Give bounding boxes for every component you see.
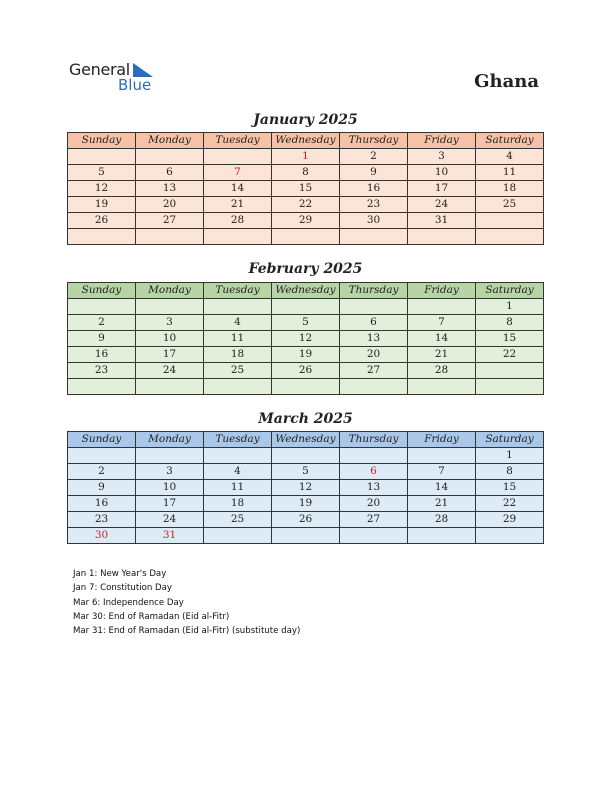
day-cell: 6	[340, 315, 408, 331]
day-cell: 8	[476, 315, 544, 331]
empty-day-cell	[272, 379, 340, 395]
weekday-header-tuesday: Tuesday	[204, 283, 272, 299]
day-cell: 15	[476, 480, 544, 496]
empty-day-cell	[136, 149, 204, 165]
day-cell: 12	[68, 181, 136, 197]
empty-day-cell	[340, 528, 408, 544]
day-cell: 19	[272, 496, 340, 512]
day-cell: 9	[340, 165, 408, 181]
day-cell: 3	[136, 464, 204, 480]
empty-day-cell	[408, 299, 476, 315]
brand-general: General	[69, 60, 130, 79]
day-cell: 11	[204, 480, 272, 496]
weekday-header-saturday: Saturday	[476, 432, 544, 448]
weekday-header-sunday: Sunday	[68, 133, 136, 149]
empty-day-cell	[136, 299, 204, 315]
weekday-header-wednesday: Wednesday	[272, 133, 340, 149]
empty-day-cell	[136, 379, 204, 395]
empty-day-cell	[408, 379, 476, 395]
empty-day-cell	[476, 229, 544, 245]
day-cell: 25	[204, 512, 272, 528]
holiday-notes	[73, 567, 300, 638]
day-cell: 10	[136, 480, 204, 496]
day-cell: 9	[68, 480, 136, 496]
empty-day-cell	[68, 379, 136, 395]
holiday-note: Mar 30: End of Ramadan (Eid al-Fitr)	[73, 611, 230, 622]
week-row	[68, 229, 544, 245]
weekday-header-monday: Monday	[136, 432, 204, 448]
day-cell: 17	[136, 347, 204, 363]
empty-day-cell	[68, 149, 136, 165]
day-cell: 20	[340, 496, 408, 512]
week-row	[68, 181, 544, 197]
brand-logo	[69, 60, 169, 96]
weekday-header-friday: Friday	[408, 283, 476, 299]
weekday-header-tuesday: Tuesday	[204, 133, 272, 149]
week-row	[68, 464, 544, 480]
day-cell: 10	[136, 331, 204, 347]
holiday-note: Jan 1: New Year's Day	[73, 569, 167, 579]
day-cell: 18	[204, 496, 272, 512]
day-cell: 28	[408, 363, 476, 379]
week-row	[68, 528, 544, 544]
empty-day-cell	[272, 299, 340, 315]
day-cell: 31	[408, 213, 476, 229]
day-cell: 25	[204, 363, 272, 379]
weekday-header-thursday: Thursday	[340, 283, 408, 299]
month-title-january: January 2025	[253, 112, 358, 128]
empty-day-cell	[476, 213, 544, 229]
week-row	[68, 363, 544, 379]
day-cell: 13	[136, 181, 204, 197]
day-cell: 20	[136, 197, 204, 213]
day-cell: 17	[408, 181, 476, 197]
day-cell: 26	[272, 363, 340, 379]
day-cell: 12	[272, 331, 340, 347]
day-cell: 15	[476, 331, 544, 347]
holiday-note: Mar 31: End of Ramadan (Eid al-Fitr) (substitute day)	[73, 626, 301, 637]
day-cell: 20	[340, 347, 408, 363]
weekday-header-row	[68, 432, 544, 448]
day-cell: 7	[204, 165, 272, 181]
day-cell: 31	[136, 528, 204, 544]
empty-day-cell	[476, 363, 544, 379]
empty-day-cell	[204, 379, 272, 395]
weekday-header-monday: Monday	[136, 283, 204, 299]
day-cell: 8	[272, 165, 340, 181]
day-cell: 19	[272, 347, 340, 363]
empty-day-cell	[408, 229, 476, 245]
day-cell: 14	[408, 331, 476, 347]
day-cell: 23	[68, 363, 136, 379]
day-cell: 6	[340, 464, 408, 480]
day-cell: 30	[340, 213, 408, 229]
empty-day-cell	[204, 448, 272, 464]
weekday-header-tuesday: Tuesday	[204, 432, 272, 448]
day-cell: 24	[408, 197, 476, 213]
day-cell: 6	[136, 165, 204, 181]
day-cell: 27	[340, 363, 408, 379]
calendar-february	[67, 282, 544, 395]
weekday-header-thursday: Thursday	[340, 133, 408, 149]
week-row	[68, 480, 544, 496]
empty-day-cell	[408, 528, 476, 544]
empty-day-cell	[476, 379, 544, 395]
empty-day-cell	[68, 229, 136, 245]
weekday-header-row	[68, 133, 544, 149]
empty-day-cell	[476, 528, 544, 544]
day-cell: 24	[136, 512, 204, 528]
day-cell: 28	[204, 213, 272, 229]
day-cell: 1	[476, 299, 544, 315]
day-cell: 12	[272, 480, 340, 496]
day-cell: 27	[340, 512, 408, 528]
day-cell: 1	[272, 149, 340, 165]
empty-day-cell	[408, 448, 476, 464]
country-title: Ghana	[474, 71, 539, 92]
holiday-note: Mar 6: Independence Day	[73, 597, 184, 608]
day-cell: 2	[68, 315, 136, 331]
week-row	[68, 379, 544, 395]
week-row	[68, 315, 544, 331]
day-cell: 11	[204, 331, 272, 347]
day-cell: 26	[68, 213, 136, 229]
day-cell: 5	[68, 165, 136, 181]
day-cell: 4	[204, 464, 272, 480]
week-row	[68, 197, 544, 213]
empty-day-cell	[272, 229, 340, 245]
day-cell: 16	[340, 181, 408, 197]
weekday-header-friday: Friday	[408, 133, 476, 149]
day-cell: 29	[476, 512, 544, 528]
holiday-note: Jan 7: Constitution Day	[73, 583, 172, 594]
empty-day-cell	[204, 149, 272, 165]
day-cell: 2	[340, 149, 408, 165]
empty-day-cell	[272, 448, 340, 464]
day-cell: 10	[408, 165, 476, 181]
day-cell: 22	[476, 496, 544, 512]
day-cell: 13	[340, 480, 408, 496]
day-cell: 13	[340, 331, 408, 347]
day-cell: 24	[136, 363, 204, 379]
day-cell: 26	[272, 512, 340, 528]
day-cell: 16	[68, 347, 136, 363]
empty-day-cell	[68, 299, 136, 315]
empty-day-cell	[204, 299, 272, 315]
logo-triangle-icon	[133, 63, 153, 77]
empty-day-cell	[136, 229, 204, 245]
day-cell: 21	[408, 496, 476, 512]
weekday-header-sunday: Sunday	[68, 432, 136, 448]
day-cell: 7	[408, 464, 476, 480]
brand-blue: Blue	[118, 76, 152, 94]
week-row	[68, 165, 544, 181]
day-cell: 14	[408, 480, 476, 496]
day-cell: 16	[68, 496, 136, 512]
empty-day-cell	[68, 448, 136, 464]
day-cell: 23	[340, 197, 408, 213]
week-row	[68, 496, 544, 512]
weekday-header-thursday: Thursday	[340, 432, 408, 448]
empty-day-cell	[340, 448, 408, 464]
weekday-header-saturday: Saturday	[476, 133, 544, 149]
day-cell: 8	[476, 464, 544, 480]
day-cell: 9	[68, 331, 136, 347]
day-cell: 19	[68, 197, 136, 213]
week-row	[68, 448, 544, 464]
week-row	[68, 213, 544, 229]
day-cell: 21	[204, 197, 272, 213]
empty-day-cell	[340, 229, 408, 245]
week-row	[68, 347, 544, 363]
empty-day-cell	[204, 229, 272, 245]
day-cell: 11	[476, 165, 544, 181]
empty-day-cell	[272, 528, 340, 544]
day-cell: 22	[272, 197, 340, 213]
weekday-header-sunday: Sunday	[68, 283, 136, 299]
calendar-january	[67, 132, 544, 245]
week-row	[68, 299, 544, 315]
weekday-header-saturday: Saturday	[476, 283, 544, 299]
day-cell: 5	[272, 315, 340, 331]
day-cell: 15	[272, 181, 340, 197]
day-cell: 18	[204, 347, 272, 363]
week-row	[68, 512, 544, 528]
month-title-march: March 2025	[258, 411, 353, 427]
day-cell: 7	[408, 315, 476, 331]
weekday-header-friday: Friday	[408, 432, 476, 448]
empty-day-cell	[136, 448, 204, 464]
day-cell: 30	[68, 528, 136, 544]
weekday-header-wednesday: Wednesday	[272, 283, 340, 299]
day-cell: 27	[136, 213, 204, 229]
day-cell: 5	[272, 464, 340, 480]
day-cell: 4	[476, 149, 544, 165]
day-cell: 18	[476, 181, 544, 197]
day-cell: 1	[476, 448, 544, 464]
day-cell: 25	[476, 197, 544, 213]
calendar-march	[67, 431, 544, 544]
weekday-header-row	[68, 283, 544, 299]
week-row	[68, 331, 544, 347]
day-cell: 23	[68, 512, 136, 528]
day-cell: 4	[204, 315, 272, 331]
day-cell: 3	[136, 315, 204, 331]
weekday-header-wednesday: Wednesday	[272, 432, 340, 448]
month-title-february: February 2025	[248, 261, 363, 277]
weekday-header-monday: Monday	[136, 133, 204, 149]
day-cell: 2	[68, 464, 136, 480]
day-cell: 17	[136, 496, 204, 512]
day-cell: 29	[272, 213, 340, 229]
day-cell: 21	[408, 347, 476, 363]
day-cell: 22	[476, 347, 544, 363]
day-cell: 28	[408, 512, 476, 528]
day-cell: 3	[408, 149, 476, 165]
day-cell: 14	[204, 181, 272, 197]
empty-day-cell	[204, 528, 272, 544]
empty-day-cell	[340, 379, 408, 395]
week-row	[68, 149, 544, 165]
empty-day-cell	[340, 299, 408, 315]
